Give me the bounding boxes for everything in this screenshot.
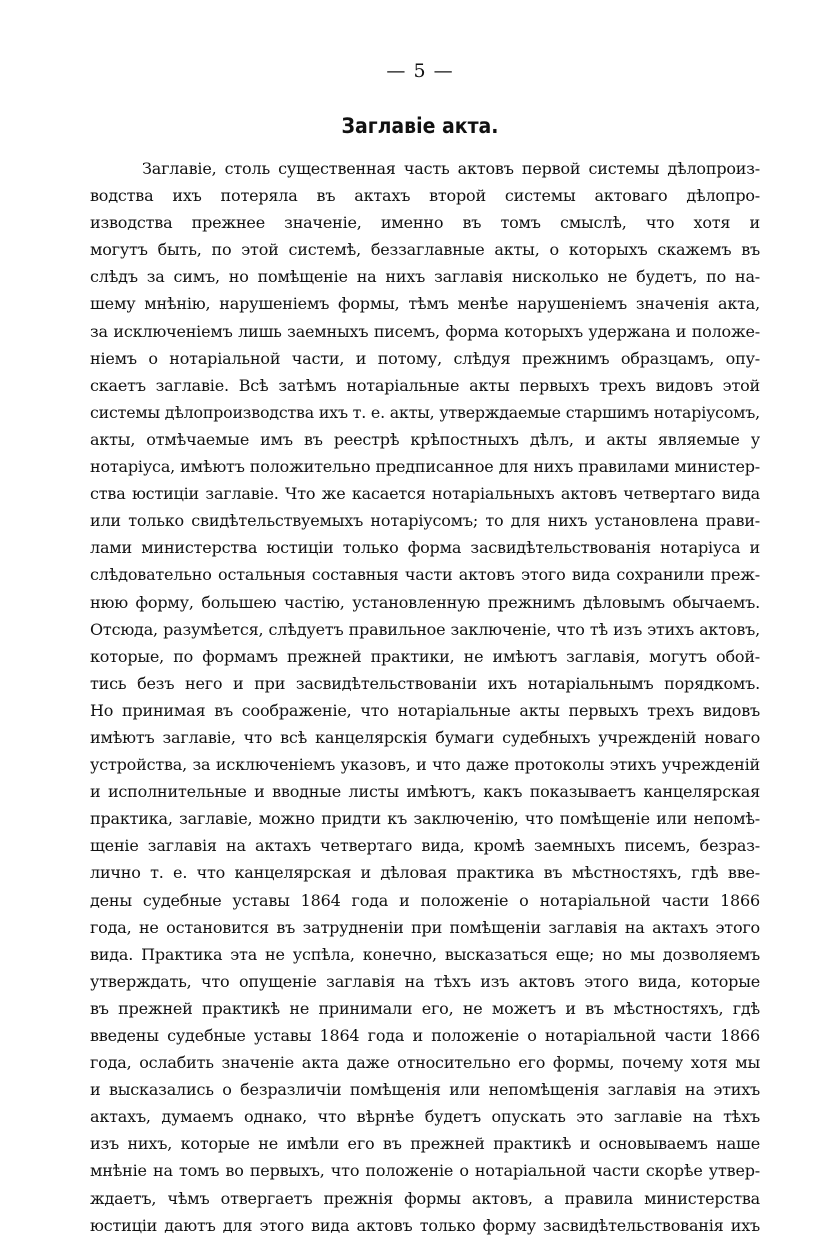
text-line: Но принимая въ соображеніе, что нотаріальные акты первыхъ трехъ видовъ <box>90 700 760 720</box>
text-line: практика, заглавіе, можно придти къ заключенію, что помѣщеніе или непомѣ- <box>90 809 760 829</box>
text-line: актахъ, думаемъ однако, что вѣрнѣе будетъ опускать это заглавіе на тѣхъ <box>90 1107 760 1127</box>
text-line: утверждать, что опущеніе заглавія на тѣхъ изъ актовъ этого вида, которые <box>90 971 760 991</box>
text-line: системы дѣлопроизводства ихъ т. е. акты, утверждаемые старшимъ нотаріусомъ, <box>90 402 760 422</box>
section-heading: Заглавіе акта. <box>341 114 499 138</box>
text-line: которые, по формамъ прежней практики, не имѣютъ заглавія, могутъ обой- <box>90 646 760 666</box>
text-line: скаетъ заглавіе. Всѣ затѣмъ нотаріальные акты первыхъ трехъ видовъ этой <box>90 375 760 395</box>
text-line: имѣютъ заглавіе, что всѣ канцелярскія бумаги судебныхъ учрежденій новаго <box>90 727 760 747</box>
text-line: слѣдовательно остальныя составныя части актовъ этого вида сохранили преж- <box>90 565 760 585</box>
text-line: въ прежней практикѣ не принимали его, не можетъ и въ мѣстностяхъ, гдѣ <box>90 998 760 1018</box>
text-line: года, ослабить значеніе акта даже относительно его формы, почему хотя мы <box>90 1053 760 1073</box>
text-line: могутъ быть, по этой системѣ, беззаглавные акты, о которыхъ скажемъ въ <box>90 240 760 260</box>
text-line: нотаріуса, имѣютъ положительно предписанное для нихъ правилами министер- <box>90 457 760 477</box>
text-line: устройства, за исключеніемъ указовъ, и что даже протоколы этихъ учрежденій <box>90 755 760 775</box>
text-line: шему мнѣнію, нарушеніемъ формы, тѣмъ менѣе нарушеніемъ значенія акта, <box>90 294 760 314</box>
text-line: лично т. е. что канцелярская и дѣловая практика въ мѣстностяхъ, гдѣ вве- <box>90 863 760 883</box>
text-line: ждаетъ, чѣмъ отвергаетъ прежнія формы актовъ, а правила министерства <box>90 1188 760 1208</box>
text-line: года, не остановится въ затрудненіи при помѣщеніи заглавія на актахъ этого <box>90 917 760 937</box>
text-line: ніемъ о нотаріальной части, и потому, слѣдуя прежнимъ образцамъ, опу- <box>90 348 760 368</box>
text-line: лами министерства юстиціи только форма засвидѣтельствованія нотаріуса и <box>90 538 760 558</box>
text-line: дены судебные уставы 1864 года и положеніе о нотаріальной части 1866 <box>90 890 760 910</box>
text-line: и высказались о безразличіи помѣщенія или непомѣщенія заглавія на этихъ <box>90 1080 760 1100</box>
text-line: введены судебные уставы 1864 года и положеніе о нотаріальной части 1866 <box>90 1026 760 1045</box>
text-line: нюю форму, большею частію, установленную прежнимъ дѣловымъ обычаемъ. <box>90 592 760 612</box>
text-line: Заглавіе, столь существенная часть актовъ первой системы дѣлопроиз- <box>142 159 760 178</box>
text-line: изъ нихъ, которые не имѣли его въ прежней практикѣ и основываемъ наше <box>90 1134 760 1154</box>
text-line: слѣдъ за симъ, но помѣщеніе на нихъ заглавія нисколько не будетъ, по на- <box>90 267 760 287</box>
page-number: — 5 — <box>386 60 454 82</box>
text-line: тись безъ него и при засвидѣтельствованіи ихъ нотаріальнымъ порядкомъ. <box>90 673 760 693</box>
text-line: ства юстиціи заглавіе. Что же касается нотаріальныхъ актовъ четвертаго вида <box>90 484 760 504</box>
text-line: за исключеніемъ лишь заемныхъ писемъ, форма которыхъ удержана и положе- <box>90 321 760 341</box>
text-line: щеніе заглавія на актахъ четвертаго вида, кромѣ заемныхъ писемъ, безраз- <box>90 836 760 856</box>
text-line: вида. Практика эта не успѣла, конечно, высказаться еще; но мы дозволяемъ <box>90 944 760 964</box>
text-line: Отсюда, разумѣется, слѣдуетъ правильное заключеніе, что тѣ изъ этихъ актовъ, <box>90 619 760 639</box>
text-line: акты, отмѣчаемые имъ въ реестрѣ крѣпостныхъ дѣлъ, и акты являемые у <box>90 429 760 449</box>
text-line: водства ихъ потеряла въ актахъ второй системы актоваго дѣлопро- <box>90 186 760 206</box>
body-text <box>90 155 760 1239</box>
text-line: и исполнительные и вводные листы имѣютъ, какъ показываетъ канцелярская <box>90 782 760 802</box>
text-line: или только свидѣтельствуемыхъ нотаріусомъ; то для нихъ установлена прави- <box>90 511 760 531</box>
text-line: изводства прежнее значеніе, именно въ томъ смыслѣ, что хотя и <box>90 213 760 233</box>
text-line: юстиціи даютъ для этого вида актовъ только форму засвидѣтельствованія ихъ <box>90 1215 760 1235</box>
text-line: мнѣніе на томъ во первыхъ, что положеніе о нотаріальной части скорѣе утвер- <box>90 1161 760 1181</box>
